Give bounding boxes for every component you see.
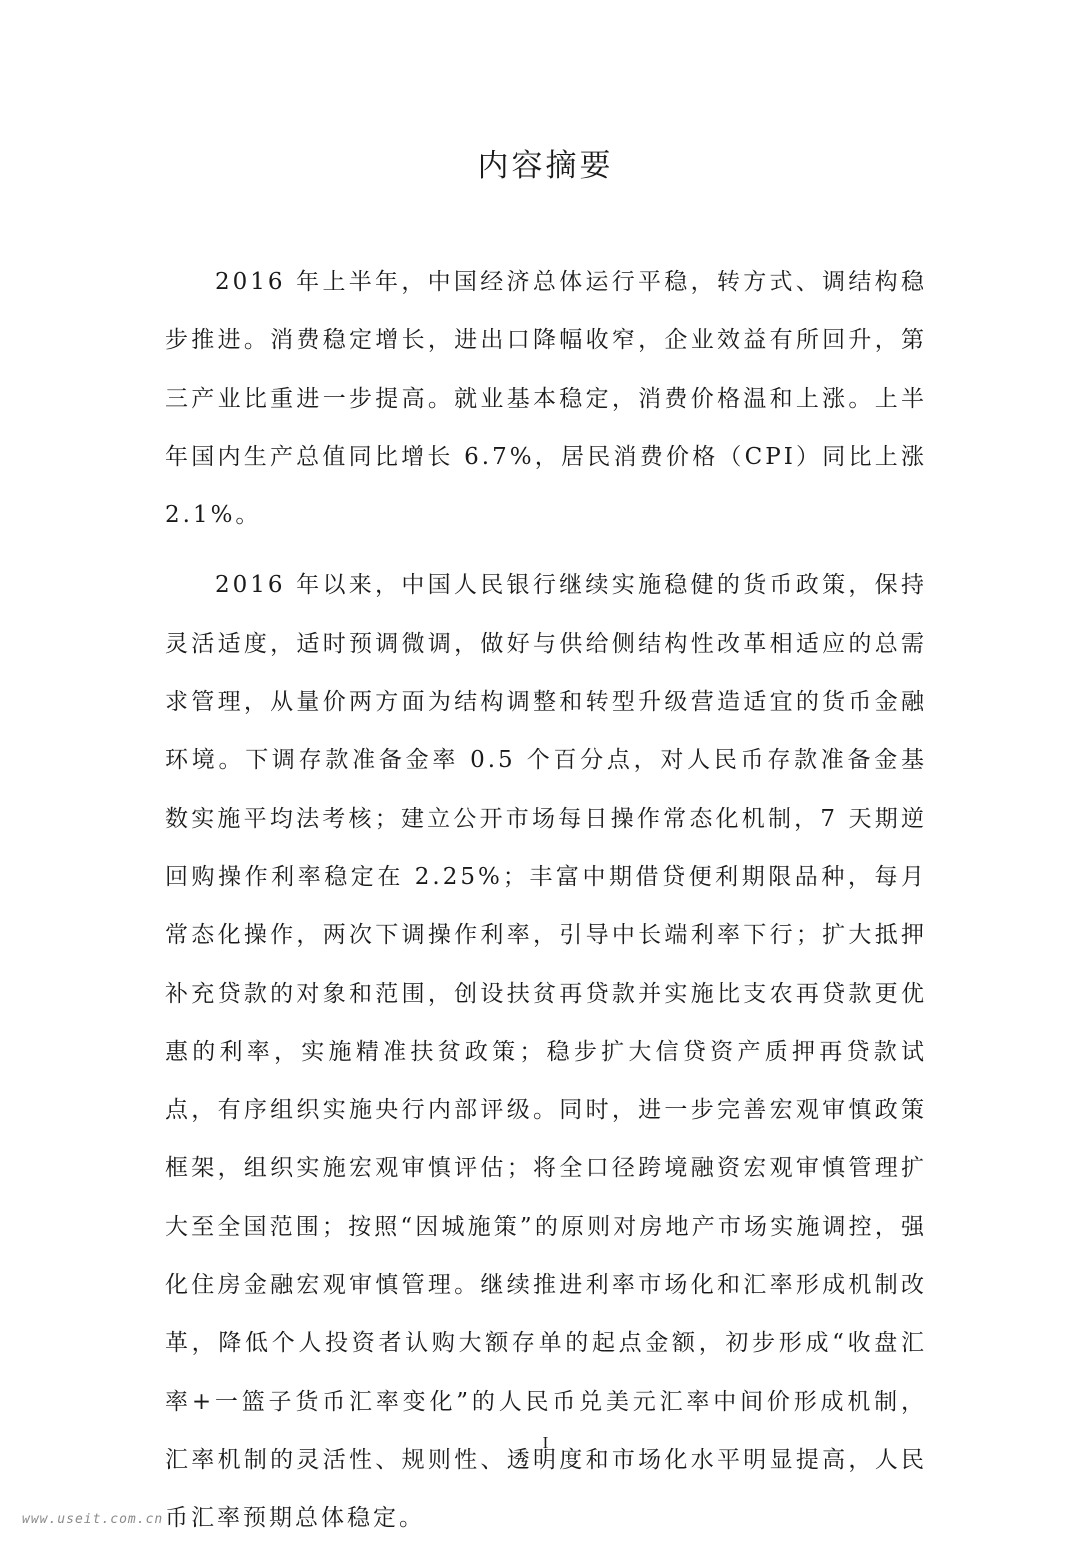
paragraph-1: 2016 年上半年，中国经济总体运行平稳，转方式、调结构稳步推进。消费稳定增长，进出口降幅收窄，企业效益有所回升，第三产业比重进一步提高。就业基本稳定，消费价格温和上涨。上半年国内生产总值同比增长 6.7%，居民消费价格（CPI）同比上涨 2.1%。 <box>165 269 927 529</box>
page-number: I <box>542 1433 549 1452</box>
paragraph-2: 2016 年以来，中国人民银行继续实施稳健的货币政策，保持灵活适度，适时预调微调，做好与供给侧结构性改革相适应的总需求管理，从量价两方面为结构调整和转型升级营造适宜的货币金融环境。下调存款准备金率 0.5 个百分点，对人民币存款准备金基数实施平均法考核；建立公开市场每日操作常态化机制，7 天期逆回购操作利率稳定在 2.25%；丰富中期借贷便利期限品种，每月常态化操作，两次下调操作利率，引导中长端利率下行；扩大抵押补充贷款的对象和范围，创设扶贫再贷款并实施比支农再贷款更优惠的利率，实施精准扶贫政策；稳步扩大信贷资产质押再贷款试点，有序组织实施央行内部评级。同时，进一步完善宏观审慎政策框架，组织实施宏观审慎评估；将全口径跨境融资宏观审慎管理扩大至全国范围；按照“因城施策”的原则对房地产市场实施调控，强化住房金融宏观审慎管理。继续推进利率市场化和汇率形成机制改革，降低个人投资者认购大额存单的起点金额，初步形成“收盘汇率+一篮子货币汇率变化”的人民币兑美元汇率中间价形成机制，汇率机制的灵活性、规则性、透明度和市场化水平明显提高，人民币汇率预期总体稳定。 <box>165 572 927 1532</box>
watermark: www.useit.com.cn <box>22 1512 164 1527</box>
page-title: 内容摘要 <box>477 148 614 184</box>
body-text <box>165 253 927 1560</box>
